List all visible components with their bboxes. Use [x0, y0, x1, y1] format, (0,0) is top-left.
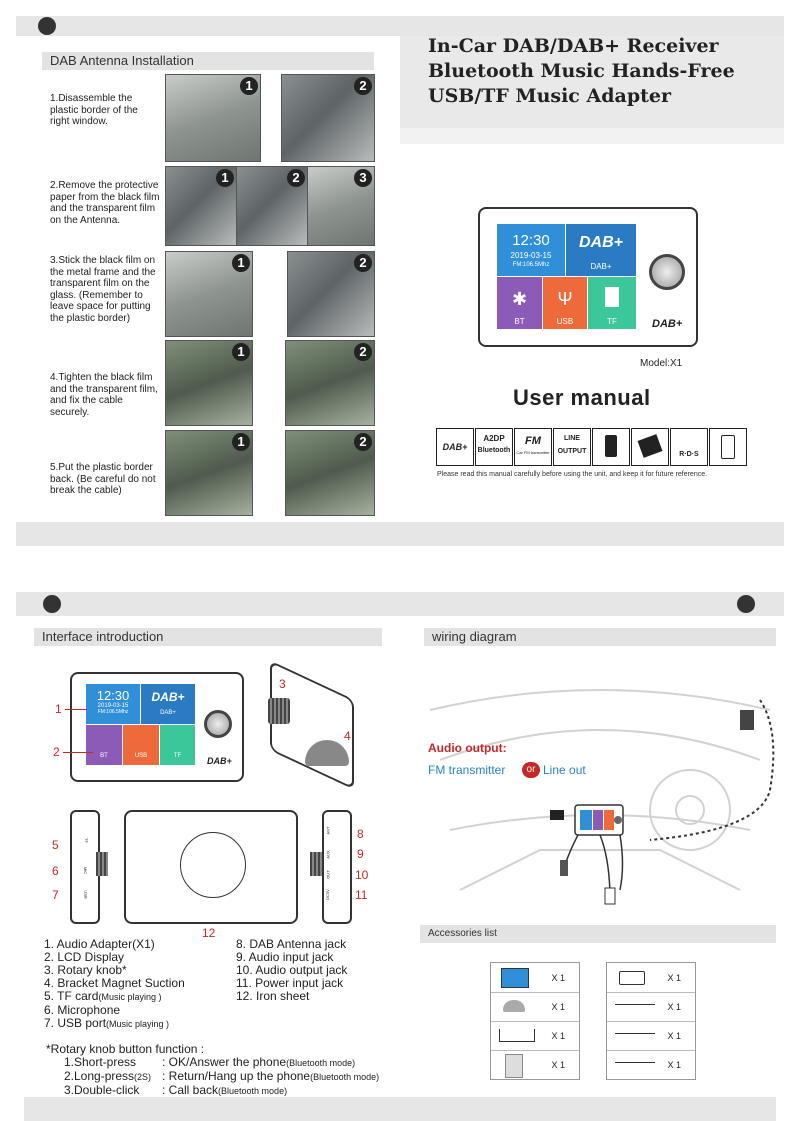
time: 12:30: [512, 232, 550, 249]
interface-header: Interface introduction: [34, 628, 382, 646]
dab-feature-icon: DAB+: [436, 428, 474, 466]
step-1-photo-1: [165, 74, 261, 162]
part-item: 2. LCD Display: [44, 950, 125, 964]
photo-number: 1: [240, 77, 258, 95]
part-item: 3. Rotary knob*: [44, 963, 127, 977]
knob-function: 2.Long-press(2S) : Return/Hang up the phone(Bluetooth mode): [64, 1069, 380, 1083]
rds-feature-icon: [670, 428, 708, 466]
step-1-text: 1.Disassemble the plastic border of the right window.: [50, 93, 138, 127]
callout-1: 1: [55, 702, 62, 716]
fm-transmitter-icon: [514, 428, 552, 466]
rotary-knob-icon: [649, 254, 685, 290]
date: 2019-03-15: [510, 251, 552, 260]
dab-round-icon: [43, 595, 61, 613]
small-time-tile: [86, 684, 140, 724]
output-label: OUTPUT: [557, 448, 587, 455]
step-5-text: 5.Put the plastic border back. (Be careful do not break the cable): [50, 462, 156, 496]
photo-number: 2: [287, 169, 305, 187]
photo-number: 2: [354, 343, 372, 361]
small-knob-icon: [204, 710, 232, 738]
or-badge: or: [522, 762, 540, 778]
manual-title: User manual: [513, 385, 651, 410]
photo-number: 3: [354, 169, 372, 187]
callout-10: 10: [355, 868, 369, 882]
step-2-photo-1: [165, 166, 237, 246]
photo-number: 1: [216, 169, 234, 187]
photo-number: 1: [232, 433, 250, 451]
accessory-list-right: [606, 962, 696, 1080]
tf-tile: [588, 277, 636, 329]
top-band: [16, 16, 784, 36]
accessory-item: X 1: [607, 992, 695, 1022]
accessory-item: X 1: [607, 963, 695, 993]
callout-7: 7: [52, 888, 59, 902]
part-item: 12. Iron sheet: [236, 989, 310, 1003]
rds-icon: [38, 17, 56, 35]
step-4-photo-1: [165, 340, 253, 426]
line-output-icon: [553, 428, 591, 466]
knob-function-list: [64, 1056, 404, 1098]
title-line-3: USB/TF Music Adapter: [428, 85, 671, 107]
time-tile: [497, 224, 565, 276]
tf-card-icon: [631, 428, 669, 466]
small-corner-logo: DAB+: [207, 756, 232, 766]
fm-frequency: FM:106.5Mhz: [512, 262, 550, 268]
knob-function: 1.Short-press : OK/Answer the phone(Bluetooth mode): [64, 1055, 356, 1069]
step-3-photo-1: [165, 251, 253, 337]
usb-drive-icon: [592, 428, 630, 466]
aux-cable-icon: [615, 1004, 655, 1005]
step-3-text: 3.Stick the black film on the metal frame and the transparent film on the glass. (Remember to leave space for putting the plastic border): [50, 255, 156, 324]
usb-tile: [543, 277, 587, 329]
rds-label: R·D·S: [679, 451, 699, 458]
photo-number: 2: [354, 254, 372, 272]
accessories-header: Accessories list: [420, 925, 776, 943]
step-2-photo-2: [236, 166, 308, 246]
left-knob-icon: [96, 852, 108, 876]
small-time: 12:30: [96, 688, 130, 703]
dc5v-port-label: DC5V: [324, 889, 330, 900]
tf-port-label: TF: [83, 838, 89, 843]
callout-8: 8: [357, 827, 364, 841]
car-charger-icon: [619, 971, 645, 985]
part-item: 9. Audio input jack: [236, 950, 334, 964]
wiring-diagram: [420, 650, 784, 920]
wiring-header: wiring diagram: [424, 628, 776, 646]
photo-number: 2: [354, 77, 372, 95]
magnet-icon: [503, 1000, 525, 1012]
model-label: Model:X1: [640, 358, 683, 369]
callout-2: 2: [53, 745, 60, 759]
mic-port-label: MIC: [83, 866, 89, 875]
callout-6: 6: [52, 864, 59, 878]
phone-icon: [709, 428, 747, 466]
audio-output-label: Audio output:: [428, 741, 507, 755]
step-5-photo-2: [285, 430, 375, 516]
power-cable-icon: [615, 1033, 655, 1034]
part-item: 10. Audio output jack: [236, 963, 348, 977]
usb-label: USB: [556, 317, 574, 326]
out-port-label: OUT: [325, 870, 331, 879]
bottom-band: [16, 592, 784, 616]
part-item: 5. TF card(Music playing ): [44, 989, 162, 1003]
knob-function: 3.Double-click : Call back(Bluetooth mode): [64, 1083, 288, 1097]
fm-label: FM: [525, 435, 541, 447]
accessory-item: X 1: [491, 1050, 579, 1079]
usb-cable-icon: [615, 1062, 655, 1063]
dab-sub: DAB+: [590, 262, 612, 271]
line-out-option: Line out: [543, 763, 586, 777]
title-line-2: Bluetooth Music Hands-Free: [428, 60, 735, 82]
bluetooth-label: Bluetooth: [477, 447, 511, 454]
a2dp-bluetooth-icon: [475, 428, 513, 466]
small-bt-tile: [86, 725, 122, 765]
accessory-item: X 1: [491, 992, 579, 1022]
photo-number: 1: [232, 254, 250, 272]
part-item: 1. Audio Adapter(X1): [44, 937, 155, 951]
part-item: 11. Power input jack: [236, 976, 344, 990]
part-item: 7. USB port(Music playing ): [44, 1016, 170, 1030]
a2dp-label: A2DP: [483, 434, 505, 443]
callout-11: 11: [355, 888, 368, 902]
accessory-item: X 1: [491, 963, 579, 993]
right-knob-icon: [310, 852, 322, 876]
antenna-header: DAB Antenna Installation: [42, 52, 374, 70]
step-4-photo-2: [285, 340, 375, 426]
dab-tile: [566, 224, 636, 276]
accessory-item: X 1: [607, 1021, 695, 1051]
step-1-photo-2: [281, 74, 375, 162]
callout-3: 3: [279, 677, 286, 691]
music-round-icon: [737, 595, 755, 613]
part-item: 8. DAB Antenna jack: [236, 937, 347, 951]
accessory-list-left: [490, 962, 580, 1080]
bt-label: BT: [514, 317, 525, 326]
bt-tile: [497, 277, 542, 329]
part-item: 6. Microphone: [44, 1003, 121, 1017]
small-fm: FM:106.5Mhz: [97, 709, 129, 715]
antenna-icon: [499, 1029, 535, 1042]
small-dab-tile: [141, 684, 195, 724]
small-usb-label: USB: [134, 753, 148, 759]
photo-number: 1: [232, 343, 250, 361]
step-5-photo-1: [165, 430, 253, 516]
bottom-footer-band: [24, 1097, 776, 1121]
line-label: LINE: [564, 435, 580, 442]
small-bt-label: BT: [100, 753, 108, 759]
top-footer-band: [16, 522, 784, 546]
fm-transmitter-option: FM transmitter: [428, 763, 506, 777]
callout-line: [65, 709, 87, 710]
dab-logo: DAB+: [578, 234, 623, 251]
sd-card-icon: [605, 287, 619, 307]
small-tf-tile: [160, 725, 195, 765]
step-2-text: 2.Remove the protective paper from the black film and the transparent film on the Antenna.: [50, 180, 160, 226]
photo-number: 2: [354, 433, 372, 451]
small-tf-label: TF: [173, 753, 182, 759]
accessory-item: X 1: [491, 1021, 579, 1051]
callout-line: [63, 752, 93, 753]
manual-icon: [505, 1054, 523, 1078]
step-3-photo-2: [287, 251, 375, 337]
small-dab-sub: DAB+: [160, 710, 176, 716]
bluetooth-icon: ✱: [511, 289, 528, 309]
notice-text: Please read this manual carefully before using the unit, and keep it for future reference.: [437, 471, 708, 478]
title-band-bottom: [400, 128, 784, 144]
callout-9: 9: [357, 847, 364, 861]
usb-port-label: USB: [83, 890, 89, 899]
corner-dab-logo: DAB+: [652, 318, 683, 330]
callout-5: 5: [52, 838, 59, 852]
knob-title: *Rotary knob button function :: [46, 1042, 205, 1056]
usb-icon: Ψ: [557, 289, 573, 309]
car-fm-label: Car FM transmitter: [516, 450, 550, 455]
parts-list-left: [44, 938, 234, 1031]
callout-12: 12: [202, 926, 216, 940]
small-dab-logo: DAB+: [151, 690, 185, 704]
step-4-text: 4.Tighten the black film and the transparent film, and fix the cable securely.: [50, 372, 158, 418]
callout-4: 4: [344, 729, 351, 743]
aux-port-label: AUX: [325, 850, 331, 859]
iron-sheet: [180, 832, 246, 898]
tf-label: TF: [607, 317, 617, 326]
small-date: 2019-03-15: [97, 703, 129, 709]
side-knob-icon: [268, 698, 290, 724]
accessory-item: X 1: [607, 1050, 695, 1079]
small-usb-tile: [123, 725, 159, 765]
parts-list-right: [236, 938, 386, 1003]
part-item: 4. Bracket Magnet Suction: [44, 976, 185, 990]
step-2-photo-3: [307, 166, 375, 246]
adapter-icon: [501, 968, 529, 988]
ant-port-label: ANT: [325, 826, 331, 835]
title-line-1: In-Car DAB/DAB+ Receiver: [428, 35, 719, 57]
